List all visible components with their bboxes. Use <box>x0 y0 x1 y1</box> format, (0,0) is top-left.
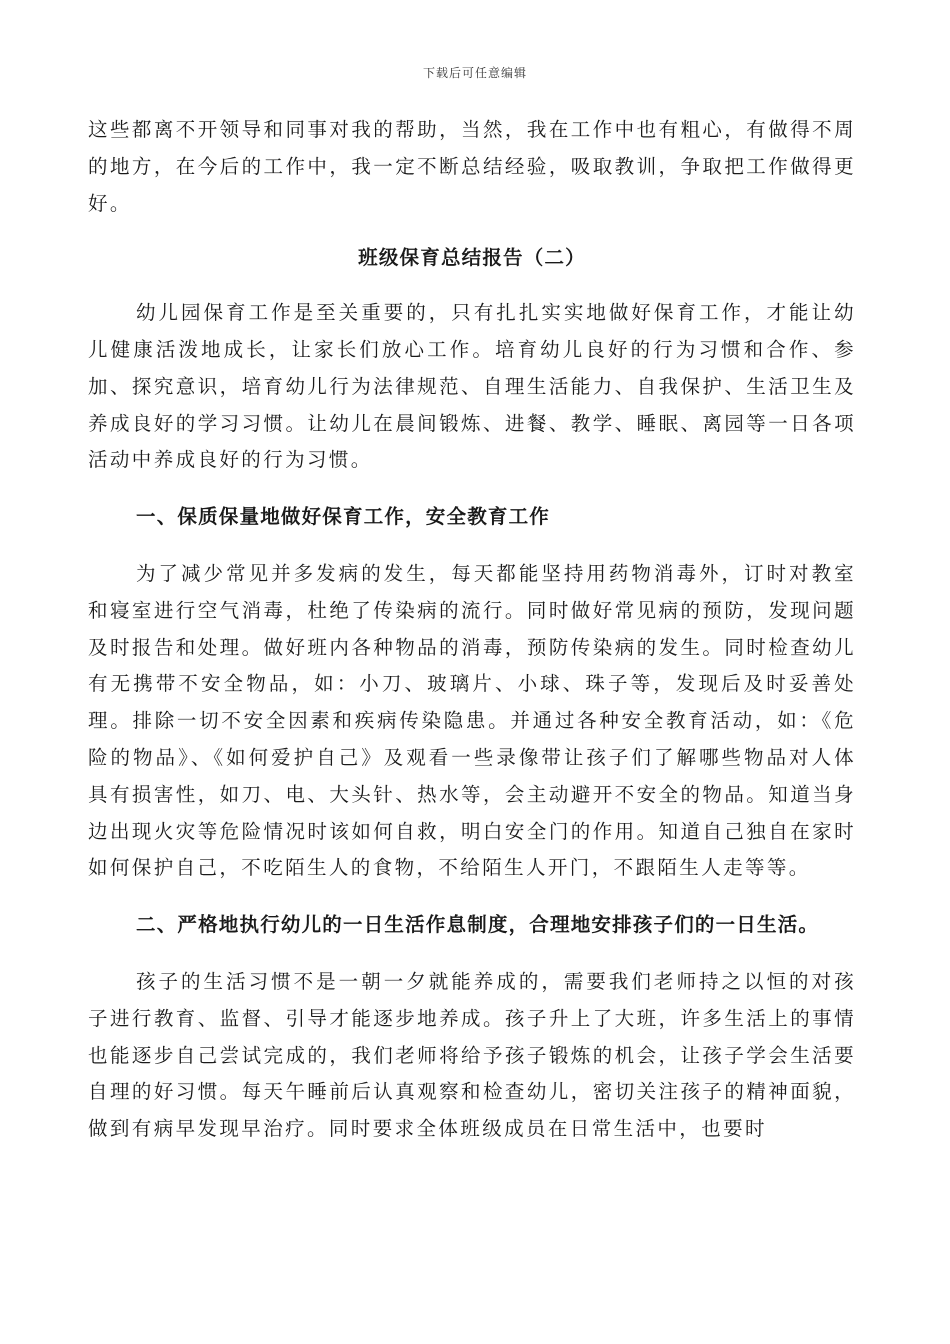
heading-safety: 一、保质保量地做好保育工作，安全教育工作 <box>136 505 551 529</box>
paragraph-continuation: 这些都离不开领导和同事对我的帮助，当然，我在工作中也有粗心，有做得不周的地方，在今后的工作中，我一定不断总结经验，吸取教训，争取把工作做得更好。 <box>88 118 856 215</box>
page-header: 下载后可任意编辑 <box>422 66 527 80</box>
document-body <box>88 112 856 1148</box>
section-title: 班级保育总结报告（二） <box>358 246 586 270</box>
heading-daily-routine: 二、严格地执行幼儿的一日生活作息制度，合理地安排孩子们的一日生活。 <box>136 913 820 937</box>
paragraph-intro: 幼儿园保育工作是至关重要的，只有扎扎实实地做好保育工作，才能让幼儿健康活泼地成长，让家长们放心工作。培育幼儿良好的行为习惯和合作、参加、探究意识，培育幼儿行为法律规范、自理生活能力、自我保护、生活卫生及养成良好的学习习惯。让幼儿在晨间锻炼、进餐、教学、睡眠、离园等一日各项活动中养成良好的行为习惯。 <box>88 301 856 472</box>
paragraph-safety: 为了减少常见并多发病的发生，每天都能坚持用药物消毒外，订时对教室和寝室进行空气消毒，杜绝了传染病的流行。同时做好常见病的预防，发现问题及时报告和处理。做好班内各种物品的消毒，预防传染病的发生。同时检查幼儿有无携带不安全物品，如：小刀、玻璃片、小球、珠子等，发现后及时妥善处理。排除一切不安全因素和疾病传染隐患。并通过各种安全教育活动，如：《危险的物品》、《如何爱护自己》及观看一些录像带让孩子们了解哪些物品对人体具有损害性，如刀、电、大头针、热水等，会主动避开不安全的物品。知道当身边出现火灾等危险情况时该如何自救，明白安全门的作用。知道自己独自在家时如何保护自己，不吃陌生人的食物，不给陌生人开门，不跟陌生人走等等。 <box>88 561 856 880</box>
paragraph-daily-routine: 孩子的生活习惯不是一朝一夕就能养成的，需要我们老师持之以恒的对孩子进行教育、监督、引导才能逐步地养成。孩子升上了大班，许多生活上的事情也能逐步自己尝试完成的，我们老师将给予孩子锻炼的机会，让孩子学会生活要自理的好习惯。每天午睡前后认真观察和检查幼儿，密切关注孩子的精神面貌，做到有病早发现早治疗。同时要求全体班级成员在日常生活中，也要时 <box>88 969 856 1141</box>
